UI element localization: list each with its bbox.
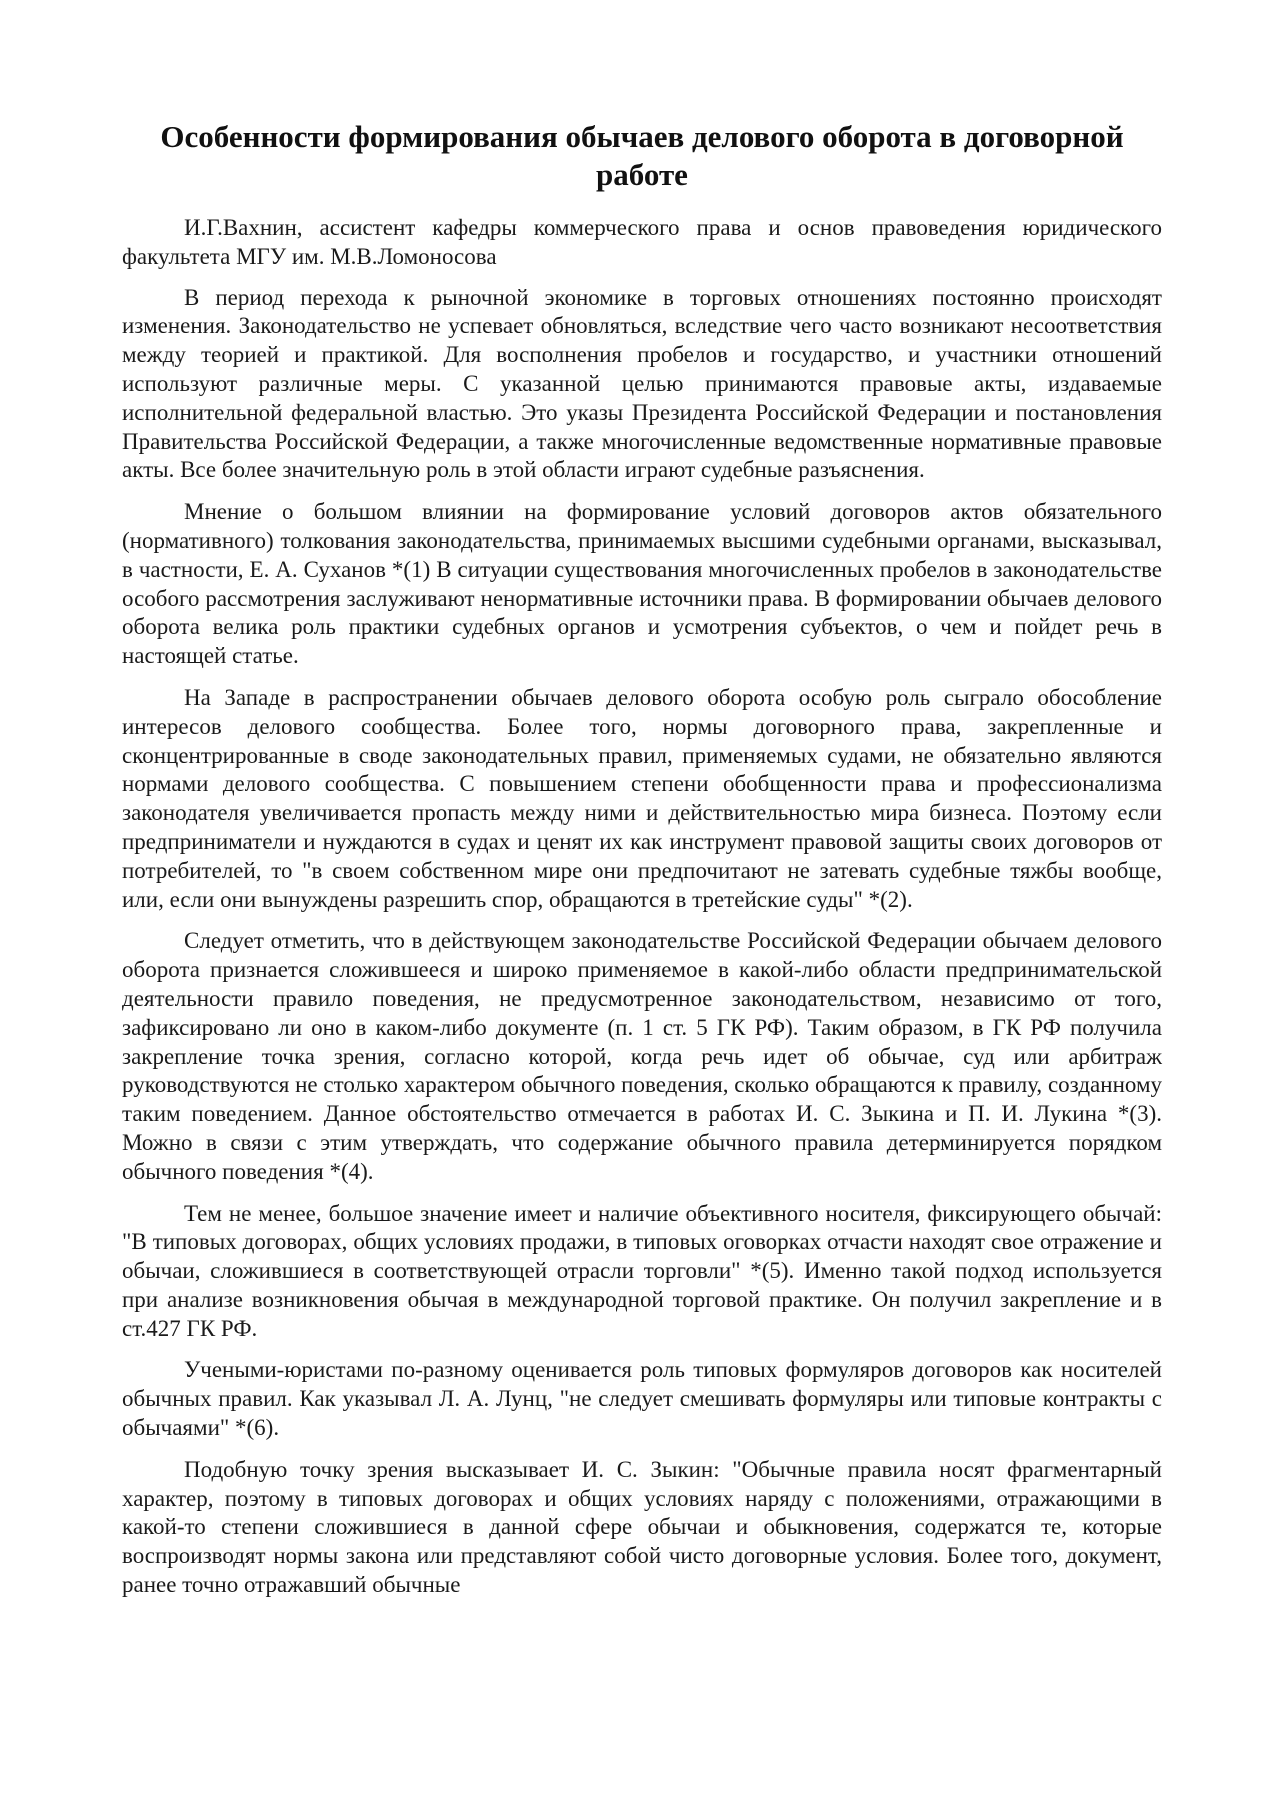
author-line: И.Г.Вахнин, ассистент кафедры коммерческого права и основ правоведения юридического факультета МГУ им. М.В.Ломоносова [122,215,1162,269]
body-paragraph-2: Мнение о большом влиянии на формирование условий договоров актов обязательного (нормативного) толкования законодательства, принимаемых высшими судебными органами, высказывал, в частности, Е. А. Суханов *(1) В ситуации существования многочисленных пробелов в законодательстве особого рассмотрения заслуживают ненормативные источники права. В формировании обычаев делового оборота велика роль практики судебных органов и усмотрения субъектов, о чем и пойдет речь в настоящей статье. [122,499,1162,669]
body-paragraph-7: Подобную точку зрения высказывает И. С. Зыкин: "Обычные правила носят фрагментарный характер, поэтому в типовых договорах и общих условиях наряду с положениями, отражающими в какой-то степени сложившиеся в данной сфере обычаи и обыкновения, содержатся те, которые воспроизводят нормы закона или представляют собой чисто договорные условия. Более того, документ, ранее точно отражавший обычные [122,1456,1162,1598]
body-paragraph-4: Следует отметить, что в действующем законодательстве Российской Федерации обычаем делового оборота признается сложившееся и широко применяемое в какой-либо области предпринимательской деятельности правило поведения, не предусмотренное законодательством, независимо от того, зафиксировано ли оно в каком-либо документе (п. 1 ст. 5 ГК РФ). Таким образом, в ГК РФ получила закрепление точка зрения, согласно которой, когда речь идет об обычае, суд или арбитраж руководствуются не столько характером обычного поведения, сколько обращаются к правилу, созданному таким поведением. Данное обстоятельство отмечается в работах И. С. Зыкина и П. И. Лукина *(3). Можно в связи с этим утверждать, что содержание обычного правила детерминируется порядком обычного поведения *(4). [122,928,1162,1184]
document-title: Особенности формирования обычаев делового оборота в договорной работе [160,119,1124,192]
body-paragraph-3: На Западе в распространении обычаев делового оборота особую роль сыграло обособление интересов делового сообщества. Более того, нормы договорного права, закрепленные и сконцентрированные в своде законодательных правил, применяемых судами, не обязательно являются нормами делового сообщества. С повышением степени обобщенности права и профессионализма законодателя увеличивается пропасть между ними и действительностью мира бизнеса. Поэтому если предприниматели и нуждаются в судах и ценят их как инструмент правовой защиты своих договоров от потребителей, то "в своем собственном мире они предпочитают не затевать судебные тяжбы вообще, или, если они вынуждены разрешить спор, обращаются в третейские суды" *(2). [122,684,1162,912]
body-paragraph-6: Учеными-юристами по-разному оценивается роль типовых формуляров договоров как носителей обычных правил. Как указывал Л. А. Лунц, "не следует смешивать формуляры или типовые контракты с обычаями" *(6). [122,1357,1162,1441]
body-paragraph-1: В период перехода к рыночной экономике в торговых отношениях постоянно происходят изменения. Законодательство не успевает обновляться, вследствие чего часто возникают несоответствия между теорией и практикой. Для восполнения пробелов и государство, и участники отношений используют различные меры. С указанной целью принимаются правовые акты, издаваемые исполнительной федеральной властью. Это указы Президента Российской Федерации и постановления Правительства Российской Федерации, а также многочисленные ведомственные нормативные правовые акты. Все более значительную роль в этой области играют судебные разъяснения. [122,284,1162,483]
body-paragraph-5: Тем не менее, большое значение имеет и наличие объективного носителя, фиксирующего обычай: "В типовых договорах, общих условиях продажи, в типовых оговорках отчасти находят свое отражение и обычаи, сложившиеся в соответствующей отрасли торговли" *(5). Именно такой подход используется при анализе возникновения обычая в международной торговой практике. Он получил закрепление и в ст.427 ГК РФ. [122,1200,1162,1341]
